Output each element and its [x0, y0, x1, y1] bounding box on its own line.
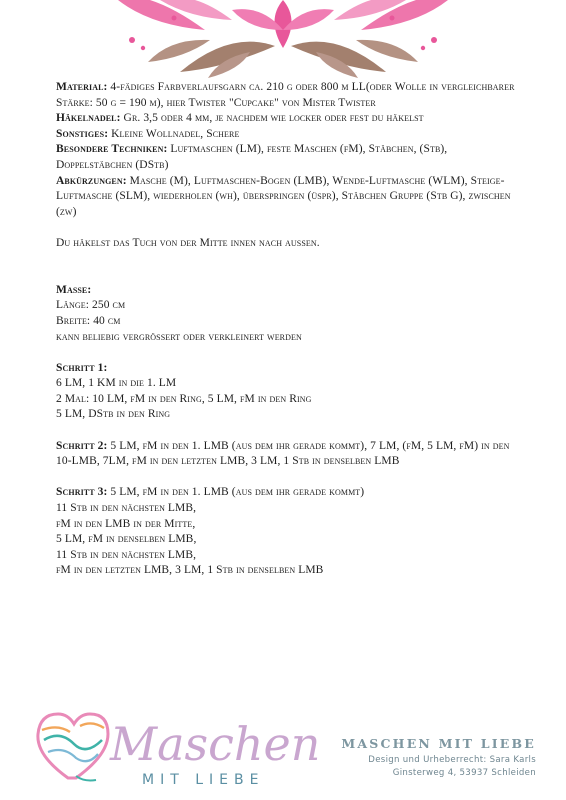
- pattern-content: [56, 80, 526, 579]
- maschen-mit-liebe-logo: [30, 700, 330, 790]
- abkuerzungen-label: Abkürzungen:: [56, 174, 127, 187]
- footer-address: Ginsterweg 4, 53937 Schleiden: [392, 768, 536, 778]
- spacer: [56, 220, 526, 236]
- spacer: [56, 470, 526, 486]
- schritt1-line: 6 LM, 1 KM in die 1. LM: [56, 377, 177, 390]
- yarn-heart-icon: [38, 714, 108, 781]
- ornament-dot: [172, 16, 177, 21]
- ornament-dot: [390, 16, 395, 21]
- haekelnadel-paragraph: [56, 111, 526, 127]
- schritt3-line: fM in den LMB in der Mitte,: [56, 517, 196, 530]
- masse-heading: [56, 283, 526, 299]
- ornament-dot: [129, 37, 135, 43]
- spacer: [56, 252, 526, 283]
- schritt2-text: 5 LM, fM in den 1. LMB (aus dem ihr gerade kommt), 7 LM, (fM, 5 LM, fM) in den 10-LMB, 7LM, fM in den letzten LMB, 3 LM, 1 Stb in denselben LMB: [56, 439, 510, 468]
- schritt2-heading: Schritt 2:: [56, 439, 108, 452]
- schritt1-heading: [56, 361, 526, 377]
- schritt1-line: 2 Mal: 10 LM, fM in den Ring, 5 LM, fM in den Ring: [56, 392, 312, 405]
- schritt3-line: fM in den letzten LMB, 3 LM, 1 Stb in denselben LMB: [56, 564, 324, 577]
- floral-ornament: [0, 0, 566, 80]
- schritt3-line: 11 Stb in den nächsten LMB,: [56, 548, 197, 561]
- footer-copyright: Design und Urheberrecht: Sara Karls: [368, 755, 536, 765]
- abkuerzungen-text: Masche (M), Luftmaschen-Bogen (LMB), Wende-Luftmasche (WLM), Steige-Luftmasche (SLM), wiederholen (wh), überspringen (üspr), Stäbchen Gruppe (Stb G), zwischen (zw): [56, 174, 511, 218]
- techniken-paragraph: [56, 142, 526, 173]
- spacer: [56, 423, 526, 439]
- schritt3-line: 11 Stb in den nächsten LMB,: [56, 502, 197, 515]
- masse-heading-label: Masse:: [56, 283, 92, 296]
- masse-line: Breite: 40 cm: [56, 314, 121, 327]
- sonstiges-text: Kleine Wollnadel, Schere: [108, 127, 240, 140]
- material-text: 4-fädiges Farbverlaufsgarn ca. 210 g oder 800 m LL(oder Wolle in vergleichbarer Stärke: 50 g = 190 m), hier Twister "Cupcake" von Mister Twister: [56, 81, 515, 109]
- masse-line: kann beliebig vergrössert oder verkleinert werden: [56, 330, 302, 343]
- masse-line: Länge: 250 cm: [56, 299, 126, 312]
- material-label: Material:: [56, 81, 108, 93]
- ornament-dot: [431, 37, 437, 43]
- ornament-dot: [421, 46, 425, 50]
- material-paragraph: [56, 80, 526, 111]
- logo-subtitle: MIT LIEBE: [142, 772, 265, 788]
- footer-brand: MASCHEN MIT LIEBE: [341, 736, 536, 751]
- haekelnadel-label: Häkelnadel:: [56, 112, 121, 125]
- schritt3-paragraph: [56, 485, 526, 501]
- schritt3-text: 5 LM, fM in den 1. LMB (aus dem ihr gerade kommt): [107, 486, 365, 499]
- techniken-text: Luftmaschen (LM), feste Maschen (fM), Stäbchen, (Stb), Doppelstäbchen (DStb): [56, 143, 448, 171]
- schritt3-line: 5 LM, fM in denselben LMB,: [56, 533, 197, 546]
- schritt2-paragraph: [56, 439, 526, 470]
- logo-script-word: Maschen: [110, 717, 321, 771]
- spacer: [56, 345, 526, 361]
- abkuerzungen-paragraph: [56, 174, 526, 221]
- sonstiges-paragraph: [56, 127, 526, 143]
- haekelnadel-text: Gr. 3,5 oder 4 mm, je nachdem wie locker oder fest du häkelst: [120, 112, 424, 125]
- ornament-dot: [141, 46, 145, 50]
- schritt1-heading-label: Schritt 1:: [56, 361, 108, 374]
- sonstiges-label: Sonstiges:: [56, 127, 109, 140]
- footer-info: [341, 736, 536, 780]
- schritt1-line: 5 LM, DStb in den Ring: [56, 408, 171, 421]
- techniken-label: Besondere Techniken:: [56, 143, 168, 156]
- intro-text: Du häkelst das Tuch von der Mitte innen nach aussen.: [56, 236, 320, 249]
- schritt3-heading: Schritt 3:: [56, 486, 108, 499]
